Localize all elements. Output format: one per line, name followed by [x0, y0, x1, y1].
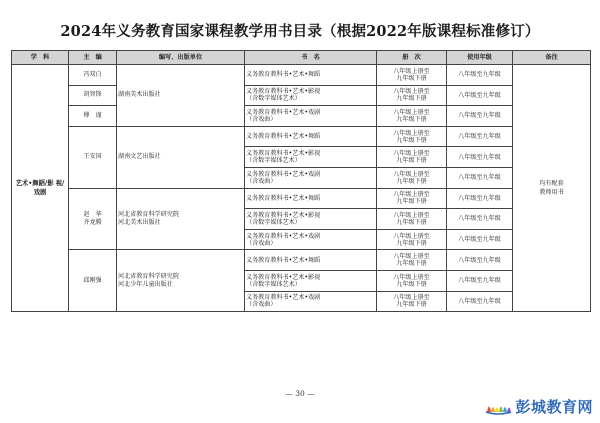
publisher-cell: 湖南美术出版社	[117, 65, 245, 127]
watermark-text: 彭城教育网	[515, 397, 593, 416]
header-book: 书 名	[245, 51, 377, 65]
site-watermark	[485, 396, 593, 416]
volume-cell: 八年级上册至 九年级下册	[377, 147, 447, 168]
author-cell: 胡智锋	[69, 85, 117, 106]
book-title-cell: 义务教育教科书•艺术•影视 （含数字媒体艺术）	[245, 147, 377, 168]
book-title-cell: 义务教育教科书•艺术•戏剧 （含戏曲）	[245, 167, 377, 188]
volume-cell: 八年级上册至 九年级下册	[377, 65, 447, 86]
volume-cell: 八年级上册至 九年级下册	[377, 291, 447, 312]
publisher-cell: 河北省教育科学研究院 河北美术出版社	[117, 188, 245, 250]
grade-cell: 八年级至九年级	[447, 147, 513, 168]
grade-cell: 八年级至九年级	[447, 65, 513, 86]
grade-cell: 八年级至九年级	[447, 250, 513, 271]
book-page-stripe	[503, 407, 507, 412]
volume-cell: 八年级上册至 九年级下册	[377, 85, 447, 106]
book-page-stripe	[507, 408, 511, 413]
grade-cell: 八年级至九年级	[447, 167, 513, 188]
author-cell: 赵 华 齐龙腾	[69, 188, 117, 250]
table-row	[12, 65, 591, 86]
header-subject: 学 科	[12, 51, 69, 65]
open-book-icon	[485, 397, 512, 415]
author-cell: 冯双白	[69, 65, 117, 86]
table-row	[12, 250, 591, 271]
grade-cell: 八年级至九年级	[447, 85, 513, 106]
header-row	[12, 51, 591, 65]
volume-cell: 八年级上册至 九年级下册	[377, 250, 447, 271]
book-title-cell: 义务教育教科书•艺术•戏剧 （含戏曲）	[245, 291, 377, 312]
book-title-cell: 义务教育教科书•艺术•舞蹈	[245, 65, 377, 86]
page-title: 2024年义务教育国家课程教学用书目录（根据2022年版课程标准修订）	[60, 23, 540, 40]
header-grade: 使用年级	[447, 51, 513, 65]
table-row	[12, 188, 591, 209]
book-title-cell: 义务教育教科书•艺术•舞蹈	[245, 126, 377, 147]
volume-cell: 八年级上册至 九年级下册	[377, 126, 447, 147]
table-row	[12, 106, 591, 127]
header-author: 主 编	[69, 51, 117, 65]
grade-cell: 八年级至九年级	[447, 106, 513, 127]
book-title-cell: 义务教育教科书•艺术•舞蹈	[245, 250, 377, 271]
header-note: 备注	[513, 51, 591, 65]
table-body	[12, 65, 591, 312]
grade-cell: 八年级至九年级	[447, 188, 513, 209]
grade-cell: 八年级至九年级	[447, 229, 513, 250]
volume-cell: 八年级上册至 九年级下册	[377, 209, 447, 230]
volume-cell: 八年级上册至 九年级下册	[377, 106, 447, 127]
page-number: — 30 —	[285, 389, 315, 398]
table-row	[12, 126, 591, 147]
publisher-cell: 河北省教育科学研究院 河北少年儿童出版社	[117, 250, 245, 312]
volume-cell: 八年级上册至 九年级下册	[377, 167, 447, 188]
volume-cell: 八年级上册至 九年级下册	[377, 229, 447, 250]
header-volume: 册 次	[377, 51, 447, 65]
publisher-cell: 湖南文艺出版社	[117, 126, 245, 188]
book-title-cell: 义务教育教科书•艺术•影视 （含数字媒体艺术）	[245, 209, 377, 230]
author-cell: 王安国	[69, 126, 117, 188]
grade-cell: 八年级至九年级	[447, 209, 513, 230]
book-page-stripe	[499, 407, 503, 413]
grade-cell: 八年级至九年级	[447, 291, 513, 312]
book-base-line	[486, 412, 511, 414]
note-cell: 均有配套 教师用书	[513, 65, 591, 312]
author-cell: 傅 谨	[69, 106, 117, 127]
book-title-cell: 义务教育教科书•艺术•影视 （含数字媒体艺术）	[245, 270, 377, 291]
subject-cell: 艺术•舞蹈/影 视/戏剧	[12, 65, 69, 312]
book-page-stripe	[495, 408, 499, 413]
table-row	[12, 85, 591, 106]
book-title-cell: 义务教育教科书•艺术•影视 （含数字媒体艺术）	[245, 85, 377, 106]
book-title-cell: 义务教育教科书•艺术•舞蹈	[245, 188, 377, 209]
author-cell: 邱刚强	[69, 250, 117, 312]
header-publisher: 编写、出版单位	[117, 51, 245, 65]
book-title-cell: 义务教育教科书•艺术•戏剧 （含戏曲）	[245, 229, 377, 250]
book-title-cell: 义务教育教科书•艺术•戏剧 （含戏曲）	[245, 106, 377, 127]
book-page-stripe	[491, 407, 495, 412]
volume-cell: 八年级上册至 九年级下册	[377, 270, 447, 291]
catalog-table	[11, 50, 591, 312]
grade-cell: 八年级至九年级	[447, 126, 513, 147]
book-page-stripe	[487, 407, 491, 413]
grade-cell: 八年级至九年级	[447, 270, 513, 291]
volume-cell: 八年级上册至 九年级下册	[377, 188, 447, 209]
